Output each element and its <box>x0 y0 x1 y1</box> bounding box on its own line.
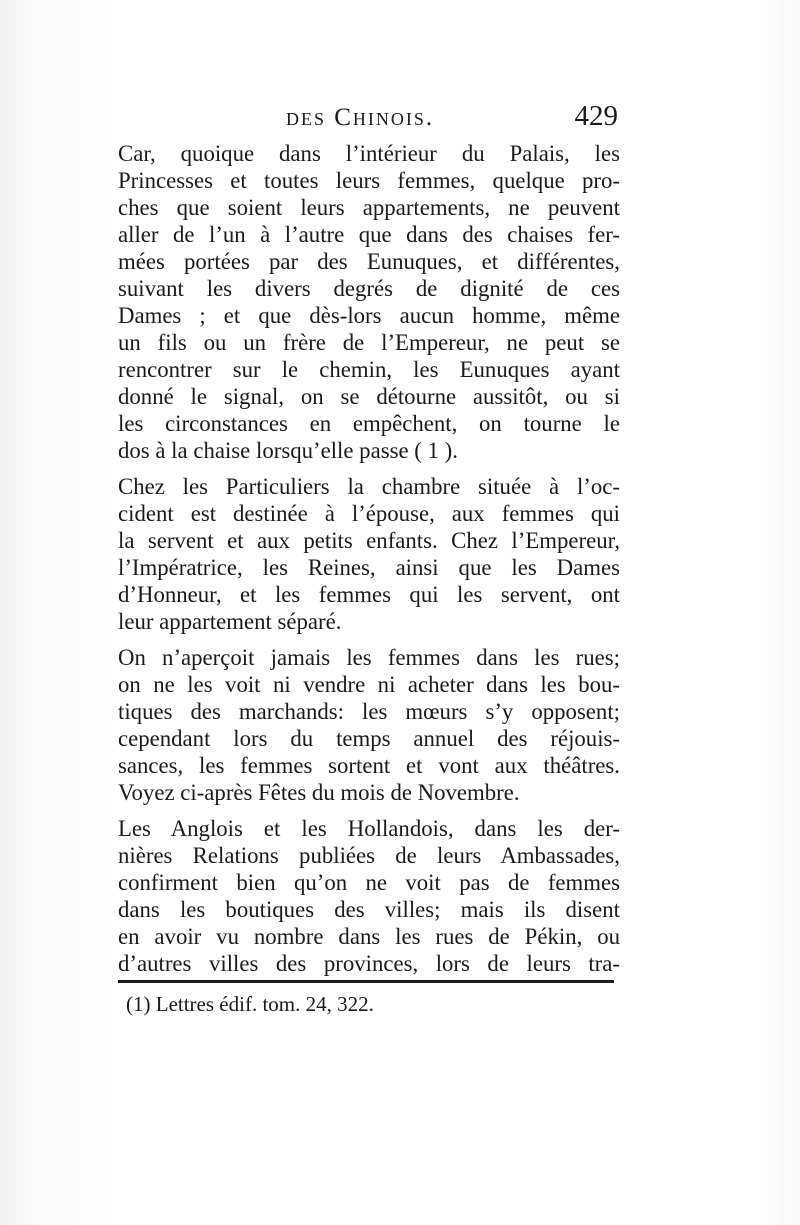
text-line: Princesses et toutes leurs femmes, quelque pro- <box>118 168 620 193</box>
footnote-rule <box>118 980 614 983</box>
text-line: sances, les femmes sortent et vont aux théâtres. <box>118 753 620 778</box>
text-line: la servent et aux petits enfants. Chez l’Empereur, <box>118 528 620 553</box>
text-line: dans les boutiques des villes; mais ils disent <box>118 897 620 922</box>
text-line: les circonstances en empêchent, on tourne le <box>118 411 620 436</box>
text-line: on ne les voit ni vendre ni acheter dans les bou- <box>118 672 620 697</box>
text-line: cependant lors du temps annuel des réjouis- <box>118 726 620 751</box>
text-line: On n’aperçoit jamais les femmes dans les rues; <box>118 645 620 670</box>
text-line: ches que soient leurs appartements, ne peuvent <box>118 195 620 220</box>
text-line: en avoir vu nombre dans les rues de Pékin, ou <box>118 924 620 949</box>
text-line: l’Impératrice, les Reines, ainsi que les Dames <box>118 555 620 580</box>
paragraph-gap <box>118 806 620 815</box>
paragraph-gap <box>118 635 620 644</box>
text-line: nières Relations publiées de leurs Ambassades, <box>118 843 620 868</box>
page-number: 429 <box>574 100 618 132</box>
text-line: dos à la chaise lorsqu’elle passe ( 1 ). <box>118 438 458 463</box>
paragraph-1 <box>118 140 620 464</box>
text-line: d’autres villes des provinces, lors de leurs tra- <box>118 951 620 976</box>
text-line: Voyez ci-après Fêtes du mois de Novembre. <box>118 780 520 805</box>
text-line: tiques des marchands: les mœurs s’y opposent; <box>118 699 620 724</box>
paragraph-4 <box>118 815 620 977</box>
running-head: des Chinois. <box>286 104 435 131</box>
body-text <box>118 140 620 977</box>
footnote: (1) Lettres édif. tom. 24, 322. <box>126 992 374 1016</box>
text-line: d’Honneur, et les femmes qui les servent, ont <box>118 582 620 607</box>
paragraph-2 <box>118 473 620 635</box>
page-header <box>118 100 618 140</box>
text-line: cident est destinée à l’épouse, aux femmes qui <box>118 501 620 526</box>
text-line: confirment bien qu’on ne voit pas de femmes <box>118 870 620 895</box>
text-line: Dames ; et que dès-lors aucun homme, même <box>118 303 620 328</box>
text-line: mées portées par des Eunuques, et différentes, <box>118 249 620 274</box>
text-line: aller de l’un à l’autre que dans des chaises fer- <box>118 222 620 247</box>
text-line: Les Anglois et les Hollandois, dans les der- <box>118 816 620 841</box>
text-line: un fils ou un frère de l’Empereur, ne peut se <box>118 330 620 355</box>
text-line: suivant les divers degrés de dignité de ces <box>118 276 620 301</box>
paragraph-gap <box>118 464 620 473</box>
text-line: Car, quoique dans l’intérieur du Palais, les <box>118 141 620 166</box>
paragraph-3 <box>118 644 620 806</box>
text-line: donné le signal, on se détourne aussitôt, ou si <box>118 384 620 409</box>
text-line: rencontrer sur le chemin, les Eunuques ayant <box>118 357 620 382</box>
text-line: leur appartement séparé. <box>118 609 342 634</box>
text-line: Chez les Particuliers la chambre située à l’oc- <box>118 474 620 499</box>
